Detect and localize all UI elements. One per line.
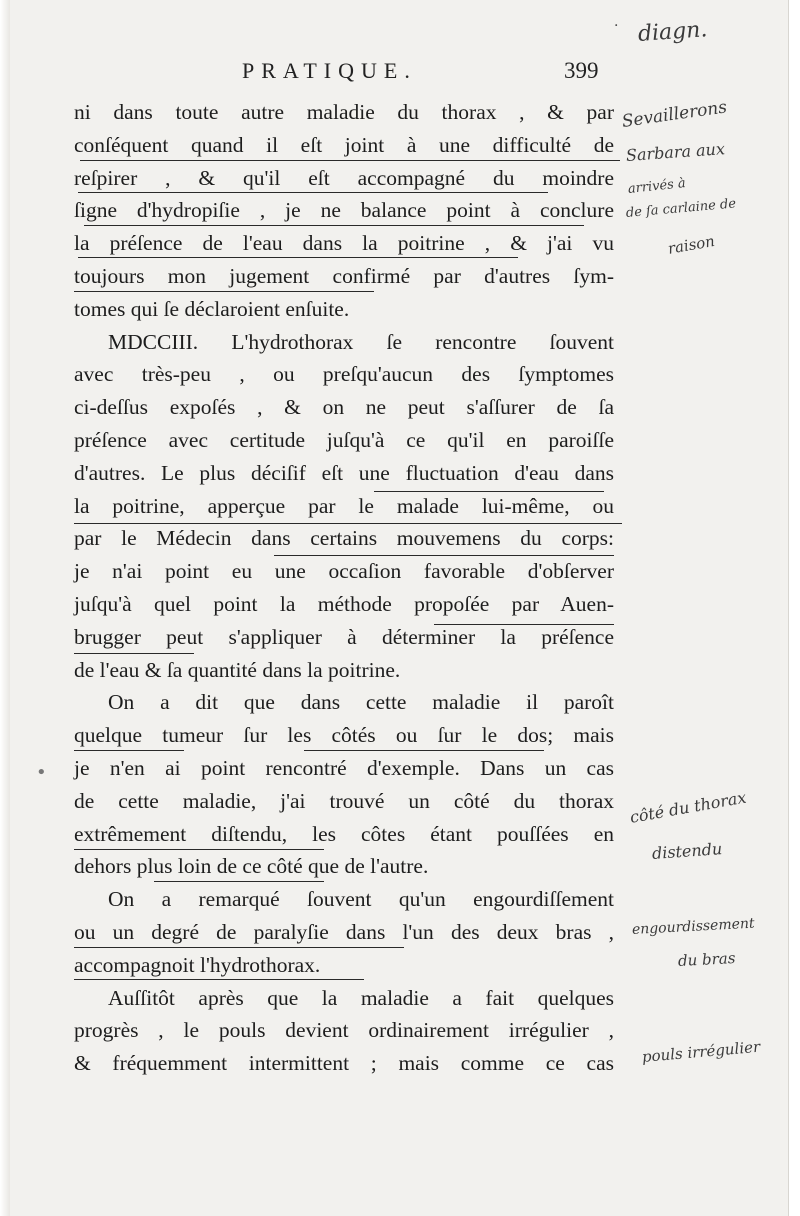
margin-note: Sevaillerons [620, 97, 729, 132]
underline-mark [274, 555, 614, 556]
text-line: ci-deſſus expoſés , & on ne peut s'aſſurer de ſa [74, 395, 614, 420]
text-line: je n'en ai point rencontré d'exemple. Dans un cas [74, 755, 614, 780]
underline-mark [74, 750, 184, 751]
underline-mark [78, 257, 518, 258]
text-line: progrès , le pouls devient ordinairement irrégulier , [74, 1018, 614, 1043]
text-line: & fréquemment intermittent ; mais comme ce cas [74, 1051, 614, 1076]
underline-mark [80, 160, 620, 161]
underline-mark [74, 849, 324, 850]
book-page [10, 0, 789, 1216]
text-line: quelque tumeur ſur les côtés ou ſur le dos; mais [74, 723, 614, 748]
text-line: brugger peut s'appliquer à déterminer la préſence [74, 624, 614, 649]
margin-note: du bras [677, 949, 736, 970]
ink-mark: · [614, 18, 619, 34]
underline-mark [84, 225, 584, 226]
text-line: la poitrine, apperçue par le malade lui-même, ou [74, 493, 614, 518]
margin-note: distendu [651, 839, 723, 863]
text-line: de l'eau & ſa quantité dans la poitrine. [74, 657, 401, 682]
underline-mark [374, 491, 604, 492]
underline-mark [74, 979, 364, 980]
text-line: MDCCIII. L'hydrothorax ſe rencontre ſouvent [108, 329, 614, 354]
body-text [74, 96, 614, 1080]
text-line: reſpirer , & qu'il eſt accompagné du moindre [74, 165, 614, 190]
text-line: On a remarqué ſouvent qu'un engourdiſſement [108, 887, 614, 912]
text-line: juſqu'à quel point la méthode propoſée par Auen- [74, 591, 614, 616]
text-line: dehors plus loin de ce côté que de l'autre. [74, 854, 429, 879]
text-line: extrêmement diſtendu, les côtes étant pouſſées en [74, 821, 614, 846]
underline-mark [74, 523, 622, 524]
text-line: la préſence de l'eau dans la poitrine , & j'ai vu [74, 231, 614, 256]
text-line: d'autres. Le plus déciſif eſt une fluctuation d'eau dans [74, 460, 614, 485]
text-line: préſence avec certitude juſqu'à ce qu'il en paroiſſe [74, 427, 614, 452]
underline-mark [78, 192, 548, 193]
margin-note: arrivés à [627, 175, 687, 197]
margin-note: côté du thorax [628, 787, 748, 827]
text-line: conſéquent quand il eſt joint à une difficulté de [74, 132, 614, 157]
underline-mark [74, 947, 404, 948]
margin-note: engourdissement [631, 915, 755, 938]
running-head: PRATIQUE. [242, 58, 417, 83]
handwritten-margin-notes [622, 0, 800, 1216]
underline-mark [434, 624, 614, 625]
underline-mark [74, 653, 194, 654]
text-line: je n'ai point eu une occaſion favorable d'obſerver [74, 559, 614, 584]
text-line: ni dans toute autre maladie du thorax , & par [74, 100, 614, 124]
text-line: toujours mon jugement confirmé par d'autres ſym- [74, 263, 614, 288]
text-line: ſigne d'hydropiſie , je ne balance point à conclure [74, 198, 614, 223]
underline-mark [74, 291, 374, 292]
text-line: accompagnoit l'hydrothorax. [74, 952, 321, 977]
text-line: Auſſitôt après que la maladie a fait quelques [108, 985, 614, 1010]
text-line: avec très-peu , ou preſqu'aucun des ſymptomes [74, 362, 614, 387]
margin-note: pouls irrégulier [641, 1037, 761, 1066]
page-number: 399 [564, 58, 599, 83]
underline-mark [304, 750, 544, 751]
text-line: de cette maladie, j'ai trouvé un côté du thorax [74, 788, 614, 813]
margin-note: diagn. [637, 17, 709, 47]
text-line: par le Médecin dans certains mouvemens du corps: [74, 526, 614, 551]
margin-note: de ſa carlaine de [625, 196, 737, 221]
ink-mark: • [36, 762, 47, 783]
margin-note: Sarbara aux [625, 139, 726, 165]
text-line: On a dit que dans cette maladie il paroît [108, 690, 614, 715]
text-line: tomes qui ſe déclaroient enſuite. [74, 296, 350, 321]
underline-mark [154, 881, 324, 882]
margin-note: raison [666, 231, 717, 258]
page-left-edge [0, 0, 10, 1216]
text-line: ou un degré de paralyſie dans l'un des deux bras , [74, 919, 614, 944]
